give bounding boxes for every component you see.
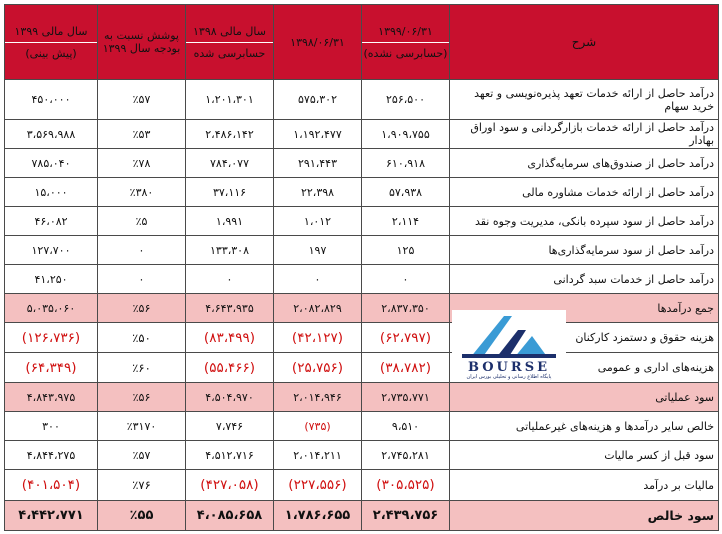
cell: ۲،۷۴۵،۲۸۱	[362, 441, 450, 470]
operating-profit-row	[5, 383, 719, 412]
row-desc: درآمد حاصل از ارائه خدمات تعهد پذیره‌نویسی و تعهد خرید سهام	[450, 80, 719, 120]
cell: ۴۵۰،۰۰۰	[5, 80, 98, 120]
row-desc: جمع درآمدها	[450, 294, 719, 323]
header-row	[5, 5, 719, 80]
row-desc: درآمد حاصل از خدمات سبد گردانی	[450, 265, 719, 294]
cell: ۱،۹۹۱	[186, 207, 274, 236]
cell: ٪۵۳	[98, 120, 186, 149]
row-desc: هزینه حقوق و دستمزد کارکنان	[450, 323, 719, 353]
cell: ۰	[274, 265, 362, 294]
cell: ۴۶،۰۸۲	[5, 207, 98, 236]
row-desc: سود عملیاتی	[450, 383, 719, 412]
cell: ۳،۵۶۹،۹۸۸	[5, 120, 98, 149]
cell: ٪۵۶	[98, 383, 186, 412]
cell: ۲،۴۸۶،۱۴۲	[186, 120, 274, 149]
cell: ۳۰۰	[5, 412, 98, 441]
cell: ۷۸۵،۰۴۰	[5, 149, 98, 178]
cell: ۱۵،۰۰۰	[5, 178, 98, 207]
cell: (۲۲۷،۵۵۶)	[274, 470, 362, 501]
table-row	[5, 178, 719, 207]
cell: ۴،۴۴۲،۷۷۱	[5, 501, 98, 531]
cell: ۱۲۵	[362, 236, 450, 265]
cell: ٪۵۵	[98, 501, 186, 531]
cell: ۹،۵۱۰	[362, 412, 450, 441]
total-revenue-row	[5, 294, 719, 323]
cell: (۴۰۱،۵۰۴)	[5, 470, 98, 501]
cell: ۲۵۶،۵۰۰	[362, 80, 450, 120]
header-col-5-bottom: (پیش بینی)	[5, 42, 97, 60]
header-desc: شرح	[450, 5, 719, 80]
cell: ٪۷۶	[98, 470, 186, 501]
cell: ۲،۱۱۴	[362, 207, 450, 236]
cell: (۵۵،۴۶۶)	[186, 353, 274, 383]
row-desc: هزینه‌های اداری و عمومی	[450, 353, 719, 383]
cell: ۲،۸۳۷،۳۵۰	[362, 294, 450, 323]
cell: ٪۳۸۰	[98, 178, 186, 207]
cell: ۴،۸۴۴،۲۷۵	[5, 441, 98, 470]
cell: ٪۵	[98, 207, 186, 236]
cell: ۲،۴۳۹،۷۵۶	[362, 501, 450, 531]
cell: (۶۲،۷۹۷)	[362, 323, 450, 353]
cell: (۸۳،۴۹۹)	[186, 323, 274, 353]
table-row	[5, 80, 719, 120]
row-desc: درآمد حاصل از ارائه خدمات مشاوره مالی	[450, 178, 719, 207]
cell: ۱۹۷	[274, 236, 362, 265]
header-col-2: ۱۳۹۸/۰۶/۳۱	[274, 5, 362, 80]
table-row	[5, 236, 719, 265]
cell: (۱۲۶،۷۳۶)	[5, 323, 98, 353]
header-col-3	[186, 5, 274, 80]
cell: ۲۲،۳۹۸	[274, 178, 362, 207]
cell: ٪۵۷	[98, 80, 186, 120]
cell: (۲۵،۷۵۶)	[274, 353, 362, 383]
row-desc: درآمد حاصل از صندوق‌های سرمایه‌گذاری	[450, 149, 719, 178]
net-profit-row	[5, 501, 719, 531]
cell: ۱۲۷،۷۰۰	[5, 236, 98, 265]
cell: ۱،۱۹۲،۴۷۷	[274, 120, 362, 149]
cell: ۴،۵۰۴،۹۷۰	[186, 383, 274, 412]
cell: ۲،۰۱۴،۲۱۱	[274, 441, 362, 470]
table-row	[5, 470, 719, 501]
cell: ۱،۰۱۲	[274, 207, 362, 236]
cell: ٪۷۸	[98, 149, 186, 178]
header-col-5-top: سال مالی ۱۳۹۹	[14, 24, 88, 38]
cell: ۱،۷۸۶،۶۵۵	[274, 501, 362, 531]
header-col-5	[5, 5, 98, 80]
cell: ۰	[186, 265, 274, 294]
cell: ۴،۰۸۵،۶۵۸	[186, 501, 274, 531]
table-row	[5, 207, 719, 236]
cell: ۰	[362, 265, 450, 294]
table-row	[5, 120, 719, 149]
cell: ۴،۸۴۳،۹۷۵	[5, 383, 98, 412]
cell: ۶۱۰،۹۱۸	[362, 149, 450, 178]
row-desc: درآمد حاصل از ارائه خدمات بازارگردانی و سود اوراق بهادار	[450, 120, 719, 149]
logo-subtitle: پایگاه اطلاع رسانی و تحلیلی بورس ایران	[466, 374, 552, 380]
header-col-3-bottom: حسابرسی شده	[186, 42, 273, 60]
cell: ۱۳۳،۳۰۸	[186, 236, 274, 265]
cell: ۰	[98, 265, 186, 294]
cell: ۵،۰۳۵،۰۶۰	[5, 294, 98, 323]
cell: (۶۴،۳۴۹)	[5, 353, 98, 383]
header-col-1-top: ۱۳۹۹/۰۶/۳۱	[378, 24, 433, 38]
header-col-1	[362, 5, 450, 80]
table-row	[5, 323, 719, 353]
cell: ۲،۷۳۵،۷۷۱	[362, 383, 450, 412]
table-row	[5, 149, 719, 178]
cell: ٪۶۰	[98, 353, 186, 383]
table-row	[5, 441, 719, 470]
cell: ۲،۰۱۴،۹۴۶	[274, 383, 362, 412]
logo-text: BOURSE	[468, 360, 550, 375]
cell: ۱،۹۰۹،۷۵۵	[362, 120, 450, 149]
cell: ۵۷۵،۳۰۲	[274, 80, 362, 120]
bourse-logo-icon	[452, 310, 566, 360]
cell: (۳۰۵،۵۲۵)	[362, 470, 450, 501]
table-row	[5, 265, 719, 294]
cell: ۳۷،۱۱۶	[186, 178, 274, 207]
cell: ۲،۰۸۲،۸۲۹	[274, 294, 362, 323]
financial-table	[4, 4, 719, 531]
cell: ۴،۶۴۳،۹۳۵	[186, 294, 274, 323]
table-row	[5, 412, 719, 441]
cell: (۴۲۷،۰۵۸)	[186, 470, 274, 501]
table-row	[5, 353, 719, 383]
cell: ۵۷،۹۳۸	[362, 178, 450, 207]
cell: (۴۲،۱۲۷)	[274, 323, 362, 353]
row-desc: سود قبل از کسر مالیات	[450, 441, 719, 470]
row-desc: مالیات بر درآمد	[450, 470, 719, 501]
row-desc: سود خالص	[450, 501, 719, 531]
row-desc: درآمد حاصل از سود سرمایه‌گذاری‌ها	[450, 236, 719, 265]
header-col-4: پوشش نسبت به بودجه سال ۱۳۹۹	[98, 5, 186, 80]
cell: (۷۳۵)	[274, 412, 362, 441]
cell: ۱،۲۰۱،۳۰۱	[186, 80, 274, 120]
row-desc: خالص سایر درآمدها و هزینه‌های غیرعملیاتی	[450, 412, 719, 441]
cell: ۴۱،۲۵۰	[5, 265, 98, 294]
bourse-logo	[452, 310, 566, 382]
cell: ۷،۷۴۶	[186, 412, 274, 441]
cell: (۳۸،۷۸۲)	[362, 353, 450, 383]
header-col-3-top: سال مالی ۱۳۹۸	[193, 24, 266, 38]
cell: ۲۹۱،۴۴۳	[274, 149, 362, 178]
cell: ٪۵۰	[98, 323, 186, 353]
cell: ٪۳۱۷۰	[98, 412, 186, 441]
header-col-1-bottom: (حسابرسی نشده)	[362, 42, 449, 60]
cell: ۷۸۴،۰۷۷	[186, 149, 274, 178]
row-desc: درآمد حاصل از سود سپرده بانکی، مدیریت وجوه نقد	[450, 207, 719, 236]
cell: ۴،۵۱۲،۷۱۶	[186, 441, 274, 470]
cell: ٪۵۶	[98, 294, 186, 323]
cell: ٪۵۷	[98, 441, 186, 470]
cell: ۰	[98, 236, 186, 265]
